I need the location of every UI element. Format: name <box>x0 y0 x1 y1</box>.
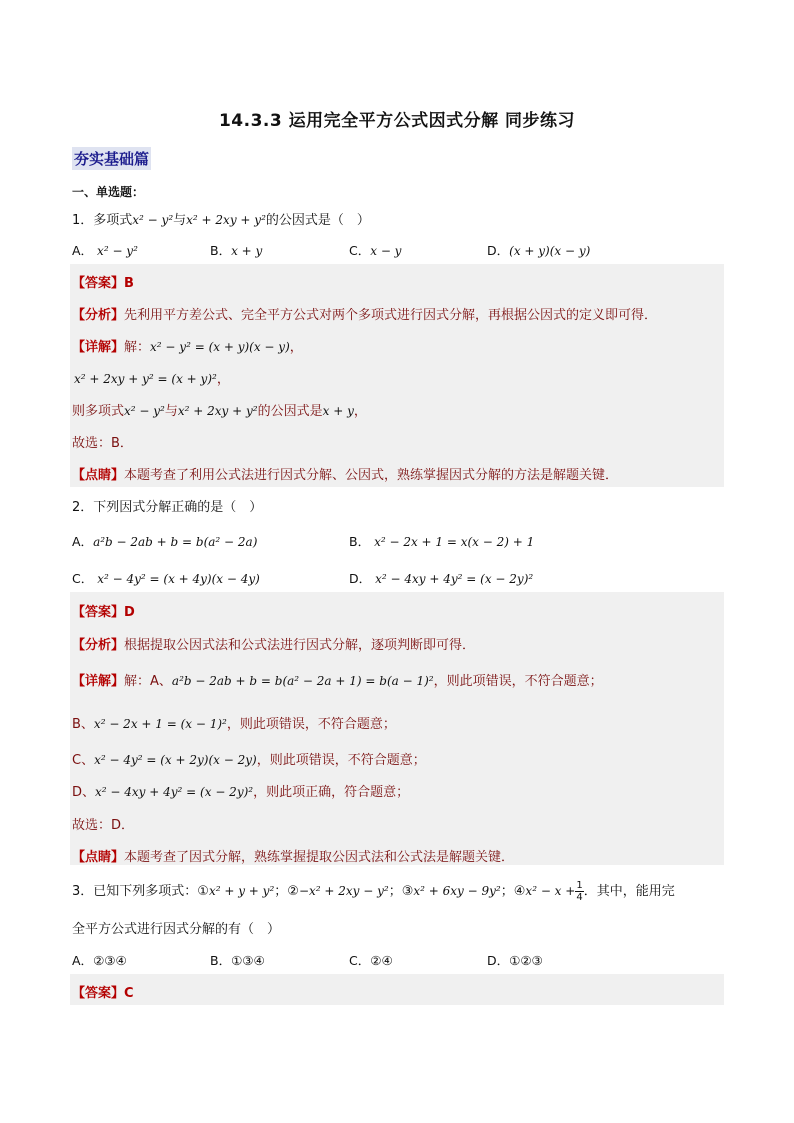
q1-detail-line-2: x² + 2xy + y² = (x + y)²， <box>74 372 230 387</box>
q1-option-b: B．x + y <box>210 243 263 258</box>
q2-option-c: C． x² − 4y² = (x + 4y)(x − 4y) <box>72 571 260 586</box>
q2-detail-line-4: D、x² − 4xy + 4y² = (x − 2y)²，则此项正确，符合题意； <box>72 785 410 800</box>
q2-stem: 2．下列因式分解正确的是（ ） <box>72 500 263 515</box>
q1-expr2: x² + 2xy + y² <box>186 213 266 227</box>
q3-option-b: B．①③④ <box>210 953 265 968</box>
q1-analysis: 【分析】先利用平方差公式、完全平方公式对两个多项式进行因式分解，再根据公因式的定义即可得． <box>72 308 658 323</box>
q2-detail-line-2: B、x² − 2x + 1 = (x − 1)²，则此项错误，不符合题意； <box>72 717 396 732</box>
q3-solution-box <box>70 974 724 1005</box>
q2-detail-line-1: 【详解】解：A、a²b − 2ab + b = b(a² − 2a + 1) = b(a − 1)²，则此项错误，不符合题意； <box>72 674 603 689</box>
q3-option-d: D．①②③ <box>487 953 543 968</box>
q2-analysis: 【分析】根据提取公因式法和公式法进行因式分解，逐项判断即可得． <box>72 638 476 653</box>
q2-comment: 【点睛】本题考查了因式分解，熟练掌握提取公因式法和公式法是解题关键． <box>72 850 515 865</box>
q1-stem-mid: 与 <box>173 213 187 228</box>
category-heading: 一、单选题： <box>72 185 145 199</box>
section-heading: 夯实基础篇 <box>72 147 151 170</box>
q1-choice: 故选：B． <box>72 436 133 451</box>
q3-option-c: C．②④ <box>349 953 393 968</box>
q2-detail-line-3: C、x² − 4y² = (x + 2y)(x − 2y)，则此项错误，不符合题意； <box>72 753 426 768</box>
q1-answer: 【答案】B <box>72 276 134 291</box>
q1-option-d: D．(x + y)(x − y) <box>487 243 591 258</box>
page-title: 14.3.3 运用完全平方公式因式分解 同步练习 <box>218 111 576 131</box>
q1-option-c: C．x − y <box>349 243 402 258</box>
q2-option-b: B． x² − 2x + 1 = x(x − 2) + 1 <box>349 534 535 549</box>
q1-stem-suffix: 的公因式是（ ） <box>265 213 370 228</box>
q3-answer: 【答案】C <box>72 986 134 1001</box>
q1-comment: 【点睛】本题考查了利用公式法进行因式分解、公因式，熟练掌握因式分解的方法是解题关键． <box>72 468 619 483</box>
q1-expr1: x² − y² <box>132 213 174 227</box>
q1-detail-line-1: 【详解】解：x² − y² = (x + y)(x − y)， <box>72 340 303 355</box>
q2-choice: 故选：D． <box>72 818 135 833</box>
q1-stem <box>72 209 370 228</box>
q3-fraction: $\frac{1}{4}$ <box>576 880 583 903</box>
q1-stem-prefix: 1．多项式 <box>72 213 133 228</box>
q3-stem-line-2: 全平方公式进行因式分解的有（ ） <box>72 922 281 937</box>
q2-option-a: A．a²b − 2ab + b = b(a² − 2a) <box>72 534 258 549</box>
q3-option-a: A．②③④ <box>72 953 127 968</box>
q2-option-d: D． x² − 4xy + 4y² = (x − 2y)² <box>349 571 534 586</box>
q3-stem: 3．已知下列多项式：①x² + y + y²；②−x² + 2xy − y²；③x² + 6xy − 9y²；④x² − x + $\frac{1}{4}$ ．其中，能用完 <box>72 880 675 903</box>
q1-detail-line-3: 则多项式x² − y²与x² + 2xy + y²的公因式是x + y， <box>72 404 367 419</box>
q1-option-a: A． x² − y² <box>72 243 138 258</box>
q2-answer: 【答案】D <box>72 605 135 620</box>
